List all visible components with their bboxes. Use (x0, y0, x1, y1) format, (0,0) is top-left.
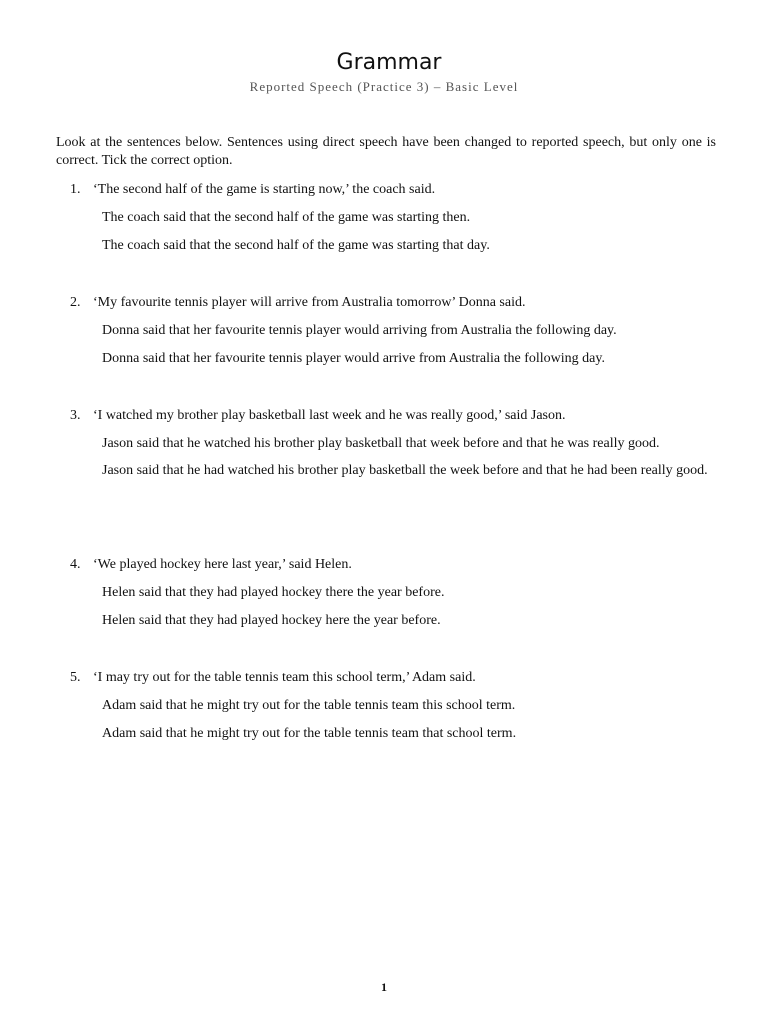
answer-option[interactable]: Helen said that they had played hockey here the year before. (102, 613, 441, 628)
question-4 (70, 556, 716, 630)
question-3 (70, 407, 716, 480)
answer-option[interactable]: Adam said that he might try out for the table tennis team this school term. (102, 698, 516, 713)
page-number: 1 (381, 980, 387, 994)
answer-option[interactable]: Donna said that her favourite tennis player would arriving from Australia the following day. (102, 323, 617, 338)
page-subtitle: Reported Speech (Practice 3) – Basic Level (249, 79, 519, 94)
question-number: 2. (70, 295, 81, 310)
instructions-text: Look at the sentences below. Sentences using direct speech have been changed to reported speech, but only one is correct. Tick the correct option. (56, 135, 716, 168)
answer-option[interactable]: Helen said that they had played hockey there the year before. (102, 585, 445, 600)
answer-option[interactable]: The coach said that the second half of the game was starting then. (102, 210, 471, 225)
question-prompt: ‘I may try out for the table tennis team this school term,’ Adam said. (93, 670, 476, 685)
question-prompt: ‘I watched my brother play basketball last week and he was really good,’ said Jason. (93, 408, 566, 423)
question-5 (70, 669, 716, 743)
question-prompt: ‘My favourite tennis player will arrive from Australia tomorrow’ Donna said. (93, 295, 526, 310)
question-number: 4. (70, 557, 81, 572)
answer-option[interactable]: Jason said that he watched his brother play basketball that week before and that he was really good. (102, 436, 660, 451)
question-prompt: ‘We played hockey here last year,’ said Helen. (93, 557, 352, 572)
answer-option[interactable]: The coach said that the second half of the game was starting that day. (102, 238, 490, 253)
question-number: 5. (70, 670, 81, 685)
question-number: 3. (70, 408, 81, 423)
answer-option[interactable]: Adam said that he might try out for the table tennis team that school term. (102, 726, 517, 741)
answer-option[interactable]: Donna said that her favourite tennis player would arrive from Australia the following day. (102, 351, 605, 366)
question-2 (70, 294, 716, 368)
answer-option[interactable]: Jason said that he had watched his brother play basketball the week before and that he had been really good. (102, 463, 708, 478)
question-1 (70, 181, 716, 255)
question-prompt: ‘The second half of the game is starting now,’ the coach said. (93, 182, 436, 197)
question-number: 1. (70, 182, 81, 197)
page-title: Grammar (336, 50, 442, 75)
